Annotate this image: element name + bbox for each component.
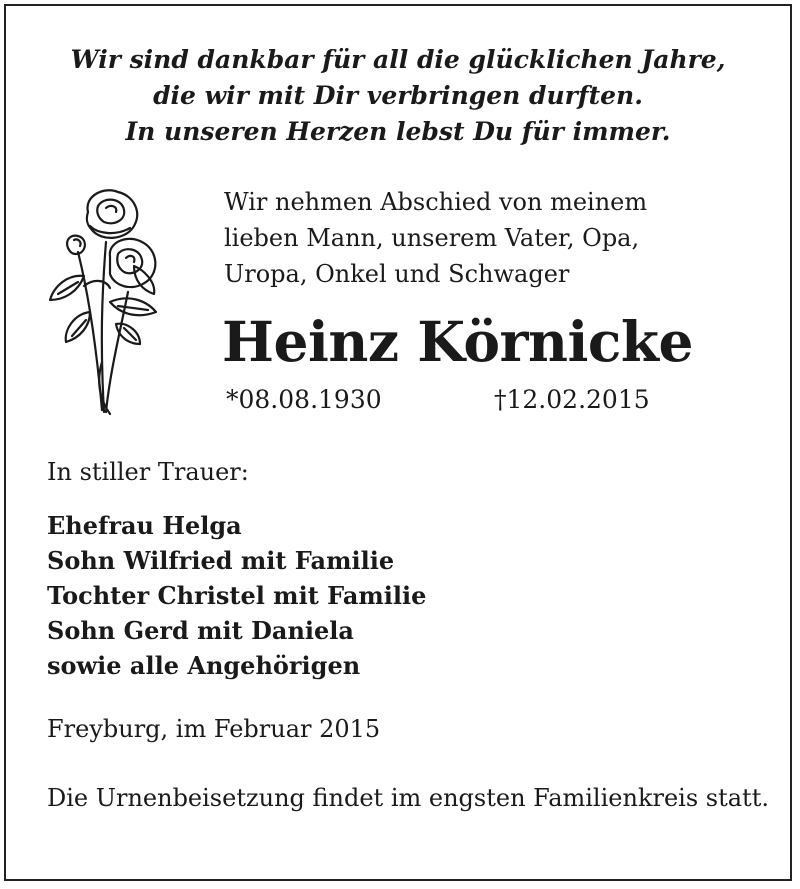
farewell-intro xyxy=(224,184,647,292)
place-date: Freyburg, im Februar 2015 xyxy=(47,715,381,743)
motto xyxy=(6,42,790,150)
obituary-card xyxy=(4,4,792,881)
motto-line: die wir mit Dir verbringen durften. xyxy=(153,81,643,110)
motto-line: In unseren Herzen lebst Du für immer. xyxy=(125,117,671,146)
burial-notice: Die Urnenbeisetzung findet im engsten Familienkreis statt. xyxy=(47,784,769,812)
intro-line: lieben Mann, unserem Vater, Opa, xyxy=(224,224,640,252)
motto-line: Wir sind dankbar für all die glücklichen Jahre, xyxy=(70,45,726,74)
mourners-list xyxy=(47,508,426,683)
rose-bouquet-icon xyxy=(44,182,168,418)
intro-line: Wir nehmen Abschied von meinem xyxy=(224,188,648,216)
deceased-name: Heinz Körnicke xyxy=(222,309,693,374)
death-date: †12.02.2015 xyxy=(494,385,650,414)
mourner-item: Sohn Wilfried mit Familie xyxy=(47,546,395,575)
mourner-item: Tochter Christel mit Familie xyxy=(47,581,427,610)
mourner-item: Sohn Gerd mit Daniela xyxy=(47,616,354,645)
intro-line: Uropa, Onkel und Schwager xyxy=(224,260,570,288)
birth-date: *08.08.1930 xyxy=(226,385,382,414)
mourner-item: sowie alle Angehörigen xyxy=(47,651,361,680)
mourner-item: Ehefrau Helga xyxy=(47,511,242,540)
mourning-label: In stiller Trauer: xyxy=(47,458,249,486)
